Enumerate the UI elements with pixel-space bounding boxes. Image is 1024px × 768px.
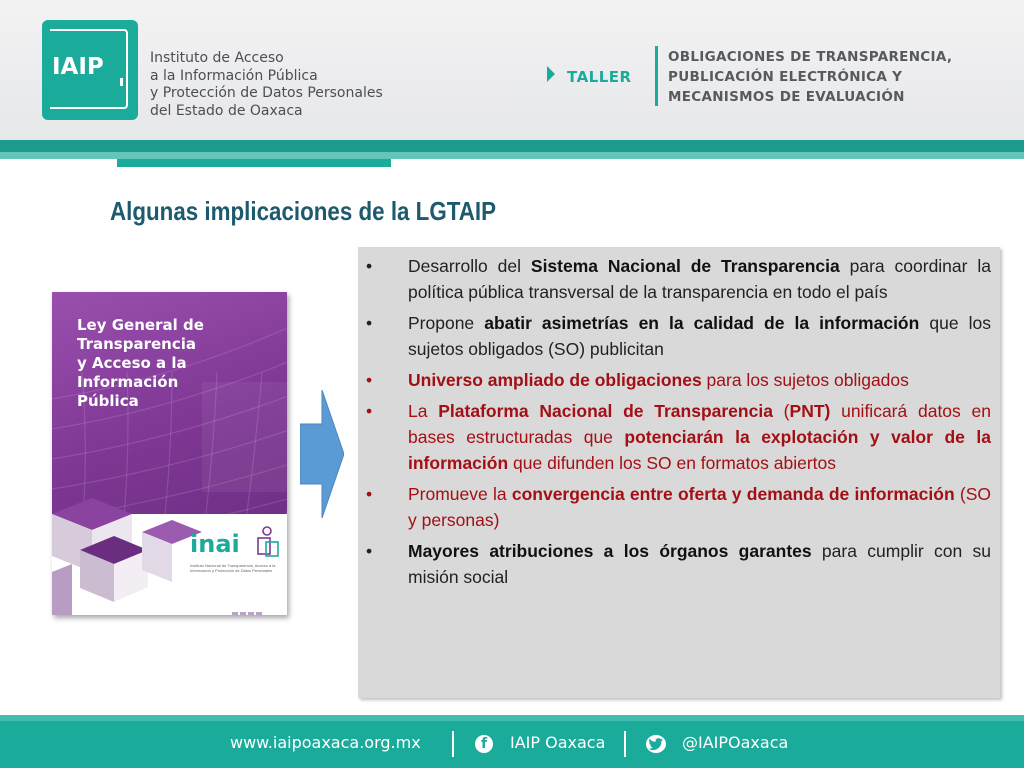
bullet-marker: • [366, 541, 373, 561]
book-title-line: Pública [77, 392, 139, 410]
logo-text: IAIP [52, 54, 104, 80]
book-dots [232, 603, 264, 615]
bullet-text: Promueve la [408, 484, 512, 504]
bullet-text: para los sujetos obligados [701, 370, 909, 390]
inai-subtitle: Instituto Nacional de Transparencia, Acceso a la Información y Protección de Datos Personales [190, 563, 276, 573]
workshop-title-line: OBLIGACIONES DE TRANSPARENCIA, [668, 49, 953, 65]
bullet-emphasis: Sistema Nacional de Transparencia [530, 256, 840, 276]
list-item [358, 367, 1000, 393]
header-stripe-tab [117, 159, 391, 167]
institution-line: Instituto de Acceso [150, 50, 284, 66]
bullet-marker: • [366, 484, 373, 504]
bullet-marker: • [366, 370, 373, 390]
workshop-title-line: PUBLICACIÓN ELECTRÓNICA Y [668, 69, 903, 85]
institution-line: a la Información Pública [150, 67, 318, 84]
bullet-text: ( [772, 401, 790, 421]
iaip-logo[interactable] [42, 20, 138, 120]
bullet-emphasis: abatir asimetrías en la calidad de la información [484, 313, 920, 333]
bullet-marker: • [366, 313, 373, 333]
slide-title: Algunas implicaciones de la LGTAIP [110, 196, 497, 226]
list-item [358, 481, 1000, 533]
implications-panel [358, 247, 1000, 698]
bullet-emphasis: Mayores atribuciones a los órganos garantes [408, 541, 812, 561]
header [0, 0, 1024, 140]
book-title-line: y Acceso a la [77, 354, 187, 372]
book-title [77, 316, 277, 411]
footer-stripe [0, 715, 1024, 721]
twitter-icon[interactable] [646, 735, 666, 753]
bullet-text: Desarrollo del [408, 256, 531, 276]
header-divider [655, 46, 658, 106]
list-item [358, 538, 1000, 590]
institution-name [150, 50, 383, 120]
footer-separator [452, 731, 454, 757]
header-stripe-light [0, 152, 1024, 159]
bullet-emphasis: Plataforma Nacional de Transparencia [438, 401, 773, 421]
bullet-emphasis: convergencia entre oferta y demanda de información [511, 484, 955, 504]
section-label: TALLER [567, 68, 632, 86]
book-title-line: Información [77, 373, 179, 391]
list-item [358, 398, 1000, 476]
institution-line: del Estado de Oaxaca [150, 102, 303, 119]
book-title-line: Transparencia [77, 335, 196, 353]
inai-logo: inai [190, 530, 240, 558]
facebook-icon[interactable]: f [475, 735, 493, 753]
bullet-text: (SO y personas) [408, 484, 992, 530]
law-book-cover [52, 292, 287, 615]
bullet-text: para coordinar la política pública transversal de la transparencia en todo el país [408, 256, 991, 302]
twitter-link[interactable]: @IAIPOaxaca [682, 733, 789, 752]
bullet-text: que los sujetos obligados (SO) publicitan [408, 313, 991, 359]
bullet-emphasis: PNT) [789, 401, 831, 421]
workshop-title-line: MECANISMOS DE EVALUACIÓN [668, 89, 905, 105]
facebook-link[interactable]: IAIP Oaxaca [510, 733, 606, 752]
book-title-line: Ley General de [77, 316, 204, 334]
workshop-title [668, 47, 952, 107]
institution-line: y Protección de Datos Personales [150, 85, 383, 101]
list-item [358, 310, 1000, 362]
bullet-text: unificará datos en bases estructuradas que [408, 401, 991, 447]
bullet-text: Propone [408, 313, 485, 333]
list-item [358, 253, 1000, 305]
bullet-emphasis: Universo ampliado de obligaciones [408, 370, 702, 390]
right-arrow-icon [300, 390, 344, 518]
website-link[interactable]: www.iaipoaxaca.org.mx [230, 733, 421, 752]
inai-mark-icon [250, 526, 280, 558]
logo-dot [120, 78, 123, 86]
footer-separator [624, 731, 626, 757]
bullet-marker: • [366, 401, 373, 421]
bullet-emphasis: potenciarán la explotación y valor de la información [408, 427, 991, 473]
play-arrow-icon [547, 66, 555, 82]
bullet-text: para cumplir con su misión social [408, 541, 991, 587]
bullet-marker: • [366, 256, 373, 276]
bullet-text: La [408, 401, 439, 421]
bullet-text: que difunden los SO en formatos abiertos [508, 453, 836, 473]
implications-list [358, 253, 1000, 595]
header-stripe-dark [0, 140, 1024, 152]
